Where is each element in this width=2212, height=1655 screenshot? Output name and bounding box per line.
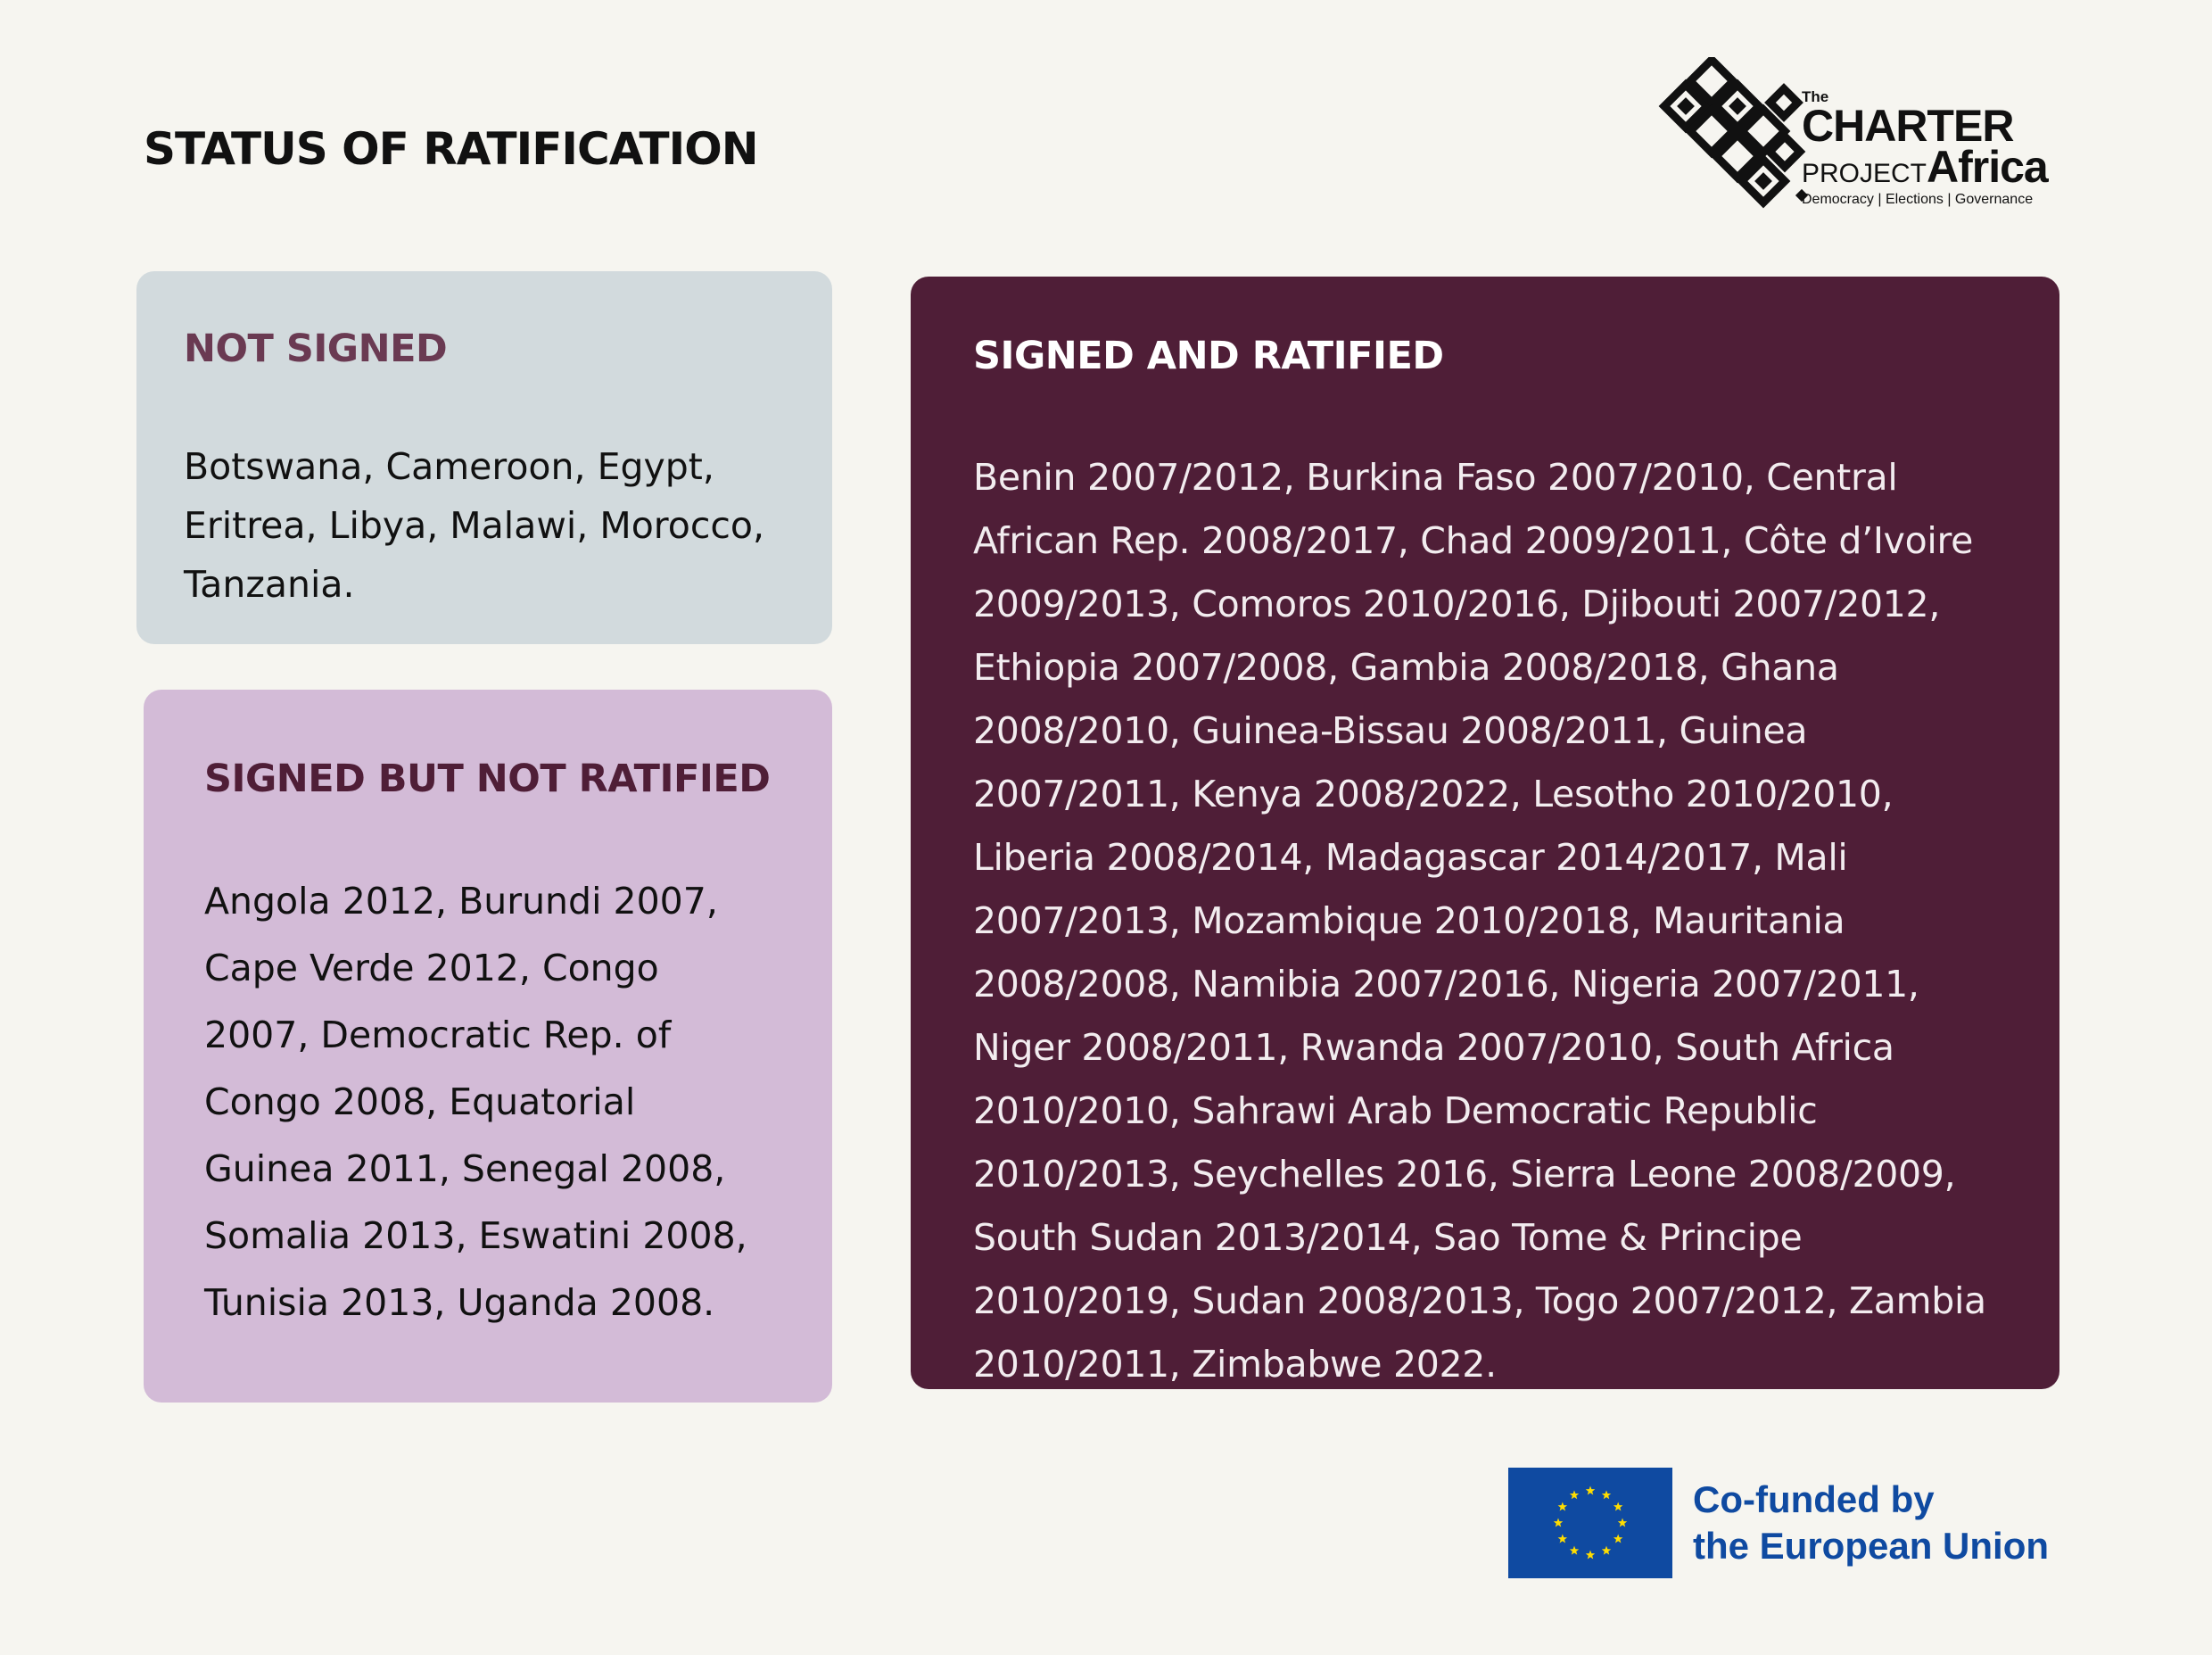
eu-line-1: Co-funded by — [1693, 1478, 1935, 1520]
charter-knot-logo-icon — [1655, 57, 1820, 218]
eu-cofunded-text — [1693, 1477, 2049, 1569]
eu-line-2: the European Union — [1693, 1525, 2049, 1567]
eu-cofunded-block — [1508, 1468, 2061, 1578]
logo-project: PROJECT — [1802, 159, 1927, 188]
page-title: STATUS OF RATIFICATION — [144, 123, 758, 175]
logo-wordmark — [1802, 89, 2069, 209]
not-signed-countries: Botswana, Cameroon, Egypt, Eritrea, Libya, Malawi, Morocco, Tanzania. — [184, 445, 765, 606]
logo-project-africa-row — [1802, 142, 2069, 192]
signed-and-ratified-heading: SIGNED AND RATIFIED — [973, 334, 1444, 378]
not-signed-card — [136, 271, 832, 644]
logo-africa: Africa — [1927, 142, 2048, 192]
signed-not-ratified-card — [144, 690, 832, 1403]
signed-not-ratified-countries: Angola 2012, Burundi 2007, Cape Verde 2012, Congo 2007, Democratic Rep. of Congo 2008, Equatorial Guinea 2011, Senegal 2008, Somalia 2013, Eswatini 2008, Tunisia 2013, Uganda 2008. — [204, 880, 747, 1324]
logo-charter: CHARTER — [1802, 101, 2014, 151]
signed-and-ratified-countries: Benin 2007/2012, Burkina Faso 2007/2010, Central African Rep. 2008/2017, Chad 2009/2011, Côte d’Ivoire 2009/2013, Comoros 2010/2016, Djibouti 2007/2012, Ethiopia 2007/2008, Gambia 2008/2018, Ghana 2008/2010, Guinea-Bissau 2008/2011, Guinea 2007/2011, Kenya 2008/2022, Lesotho 2010/2010, Liberia 2008/2014, Madagascar 2014/2017, Mali 2007/2013, Mozambique 2010/2018, Mauritania 2008/2008, Namibia 2007/2016, Nigeria 2007/2011, Niger 2008/2011, Rwanda 2007/2010, South Africa 2010/2010, Sahrawi Arab Democratic Republic 2010/2013, Seychelles 2016, Sierra Leone 2008/2009, South Sudan 2013/2014, Sao Tome & Principe 2010/2019, Sudan 2008/2013, Togo 2007/2012, Zambia 2010/2011, Zimbabwe 2022. — [973, 456, 1986, 1386]
logo-the: The — [1802, 88, 1829, 105]
logo-tagline: Democracy | Elections | Governance — [1802, 192, 2034, 207]
signed-and-ratified-card — [911, 277, 2059, 1389]
signed-not-ratified-heading: SIGNED BUT NOT RATIFIED — [204, 757, 771, 801]
not-signed-heading: NOT SIGNED — [184, 327, 448, 371]
eu-flag-icon — [1508, 1468, 1672, 1578]
charter-project-africa-logo — [1655, 57, 2051, 218]
